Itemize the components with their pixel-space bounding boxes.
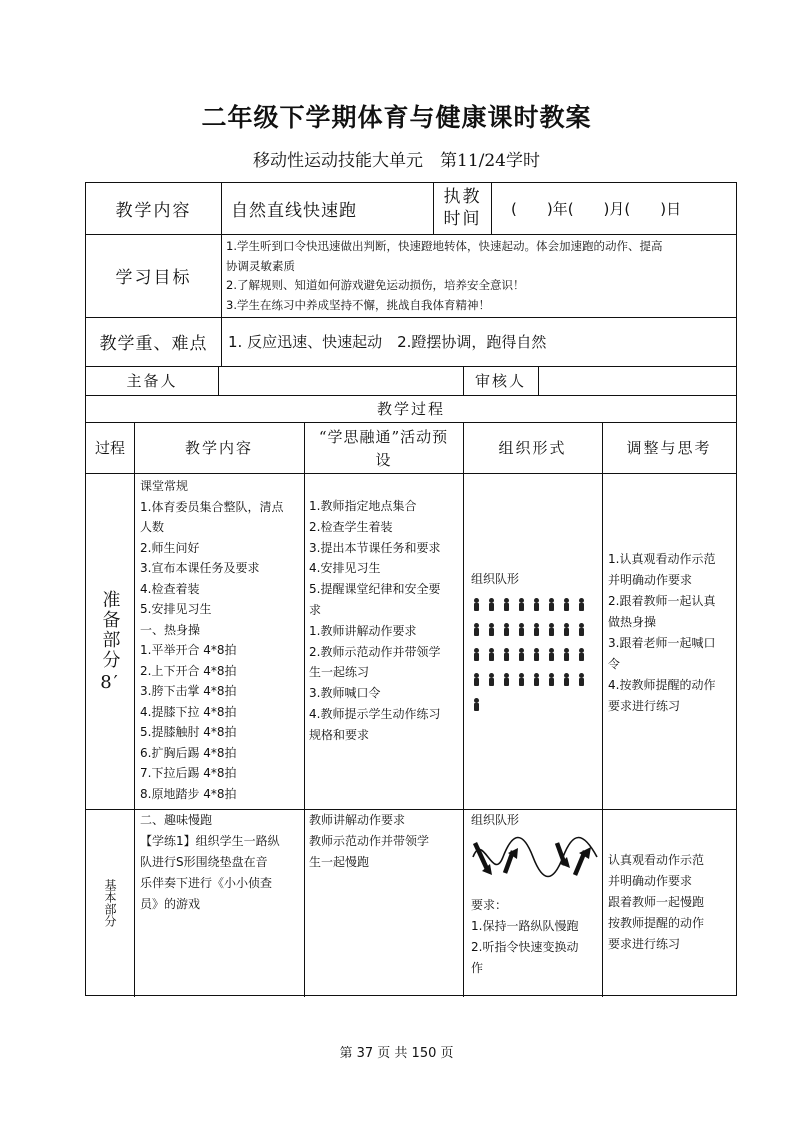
student-figure-icon [486,648,497,661]
prep-content: 课堂常规 1.体育委员集合整队，清点 人数 2.师生问好 3.宣布本课任务及要求 4.检查着装 5.安排见习生 一、热身操 1.平举开合 4*8拍 2.上下开合 4*8拍 3.胯下击掌 4*8拍 4.提膝下拉 4*8拍 5.提膝触肘 4*8拍 6.扩胸后踢 4*8拍 7.下拉后踢 4*8拍 8.原地踏步 4*8拍 [140,479,284,801]
student-figure-icon [561,623,572,636]
student-figure-icon [471,673,482,686]
lesson-plan-table [85,182,737,996]
page-subtitle: 移动性运动技能大单元 第11/24学时 [253,151,540,171]
student-figure-icon [486,598,497,611]
s-route-diagram [471,835,599,885]
basic-requirements: 要求： 1.保持一路纵队慢跑 2.听指令快速变换动 作 [471,897,579,975]
preparer-value [219,366,463,395]
prep-section-label [86,473,134,809]
prep-reflection: 1.认真观看动作示范 并明确动作要求 2.跟着教师一起认真 做热身操 3.跟着老师一起喊口 令 4.按教师提醒的动作 要求进行练习 [608,552,716,713]
preparer-label: 主备人 [126,372,178,390]
student-figure-icon [561,648,572,661]
content-value: 自然直线快速跑 [231,201,357,221]
reviewer-value [539,366,736,395]
teaching-time-label: 执教 时间 [443,187,482,229]
basic-organization [471,810,599,979]
formation-diagram [471,598,599,711]
student-figure-icon [516,648,527,661]
student-figure-icon [576,623,587,636]
student-figure-icon [471,598,482,611]
student-figure-icon [471,698,482,711]
col-divider [602,422,603,997]
student-figure-icon [531,598,542,611]
prep-label-text: 准备部分 [99,589,121,670]
basic-section-label [86,809,134,997]
student-figure-icon [576,598,587,611]
col-header-activity: “学思融通”活动预 设 [318,428,449,469]
col-divider [134,422,135,997]
basic-activities: 教师讲解动作要求 教师示范动作并带领学 生一起慢跑 [309,813,430,869]
student-figure-icon [486,623,497,636]
content-label: 教学内容 [115,201,192,221]
student-figure-icon [516,623,527,636]
student-figure-icon [516,673,527,686]
prep-organization-label: 组织队形 [471,572,520,586]
student-figure-icon [471,648,482,661]
learning-goals: 1.学生听到口令快迅速做出判断，快速蹬地转体，快速起动。体会加速跑的动作、提高 协调灵敏素质 2.了解规则、知道如何游戏避免运动损伤，培养安全意识！ 3.学生在练习中养成坚持不懈，挑战自我体育精神！ [226,239,663,312]
col-header-content: 教学内容 [184,439,253,457]
col-header-process: 过程 [94,439,125,457]
col-divider [304,422,305,997]
row-divider [86,473,736,474]
key-points-value: 1. 反应迅速、快速起动 2.蹬摆协调，跑得自然 [228,333,547,351]
basic-organization-label: 组织队形 [471,813,520,827]
student-figure-icon [546,623,557,636]
student-figure-icon [501,648,512,661]
student-figure-icon [531,648,542,661]
prep-duration: 8′ [100,671,120,693]
goals-label: 学习目标 [115,268,192,288]
student-figure-icon [501,598,512,611]
student-figure-icon [576,648,587,661]
student-figure-icon [516,598,527,611]
student-figure-icon [531,673,542,686]
student-figure-icon [531,623,542,636]
page-title: 二年级下学期体育与健康课时教案 [201,103,592,132]
student-figure-icon [501,623,512,636]
col-divider [221,234,222,317]
student-figure-icon [471,623,482,636]
basic-label-text: 基本部分 [103,879,117,927]
prep-activities: 1.教师指定地点集合 2.检查学生着装 3.提出本节课任务和要求 4.安排见习生 5.提醒课堂纪律和安全要 求 1.教师讲解动作要求 2.教师示范动作并带领学 生一起练习 3.教师喊口令 4.教师提示学生动作练习 规格和要求 [309,499,441,742]
teaching-date: ( )年( )月( )日 [511,200,682,218]
prep-organization [471,569,599,711]
process-title: 教学过程 [376,400,445,418]
student-figure-icon [486,673,497,686]
student-figure-icon [576,673,587,686]
col-divider [221,317,222,366]
student-figure-icon [546,673,557,686]
col-divider [491,183,492,234]
key-points-label: 教学重、难点 [99,334,208,354]
student-figure-icon [501,673,512,686]
reviewer-label: 审核人 [474,372,526,390]
col-divider [221,183,222,234]
page-footer: 第 37 页 共 150 页 [339,1046,454,1061]
student-figure-icon [546,598,557,611]
basic-reflection: 认真观看动作示范 并明确动作要求 跟着教师一起慢跑 按教师提醒的动作 要求进行练习 [608,853,705,951]
col-header-organization: 组织形式 [498,439,567,457]
col-divider [463,422,464,997]
col-header-reflection: 调整与思考 [626,439,712,457]
student-figure-icon [561,673,572,686]
student-figure-icon [561,598,572,611]
student-figure-icon [546,648,557,661]
basic-content: 二、趣味慢跑 【学练1】组织学生一路纵 队进行S形围绕垫盘在音 乐伴奏下进行《小小侦查 员》的游戏 [140,813,280,911]
